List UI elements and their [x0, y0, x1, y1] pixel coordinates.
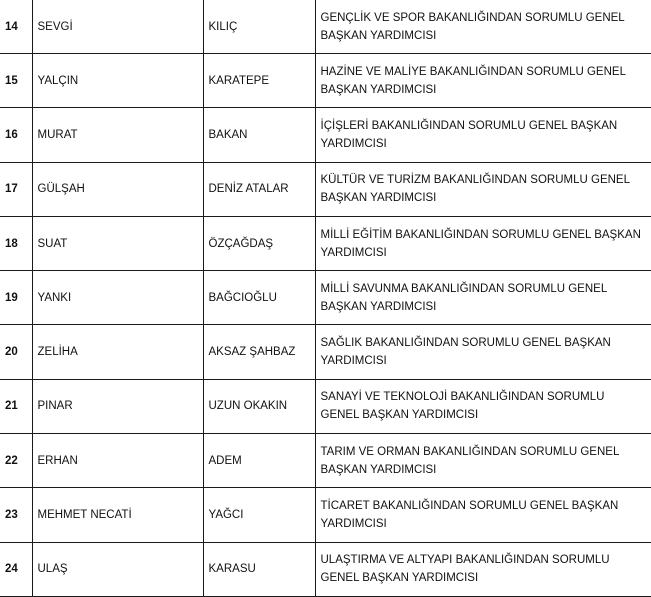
table-row [0, 325, 651, 379]
first-name-cell: PINAR [32, 379, 203, 433]
table-row [0, 0, 651, 54]
last-name-cell: BAKAN [203, 108, 315, 162]
table-row [0, 162, 651, 216]
row-number: 15 [0, 54, 32, 108]
row-number: 22 [0, 434, 32, 488]
role-title-cell: MİLLİ EĞİTİM BAKANLIĞINDAN SORUMLU GENEL BAŞKAN YARDIMCISI [315, 216, 651, 270]
role-title-cell: TARIM VE ORMAN BAKANLIĞINDAN SORUMLU GENEL BAŞKAN YARDIMCISI [315, 434, 651, 488]
role-title-cell: ULAŞTIRMA VE ALTYAPI BAKANLIĞINDAN SORUMLU GENEL BAŞKAN YARDIMCISI [315, 542, 651, 596]
last-name-cell: AKSAZ ŞAHBAZ [203, 325, 315, 379]
role-title-cell: MİLLİ SAVUNMA BAKANLIĞINDAN SORUMLU GENEL BAŞKAN YARDIMCISI [315, 271, 651, 325]
last-name-cell: DENİZ ATALAR [203, 162, 315, 216]
table-row [0, 216, 651, 270]
role-title-cell: GENÇLİK VE SPOR BAKANLIĞINDAN SORUMLU GENEL BAŞKAN YARDIMCISI [315, 0, 651, 54]
first-name-cell: SUAT [32, 216, 203, 270]
row-number: 21 [0, 379, 32, 433]
first-name-cell: YANKI [32, 271, 203, 325]
role-title-cell: HAZİNE VE MALİYE BAKANLIĞINDAN SORUMLU GENEL BAŞKAN YARDIMCISI [315, 54, 651, 108]
role-title-cell: İÇİŞLERİ BAKANLIĞINDAN SORUMLU GENEL BAŞKAN YARDIMCISI [315, 108, 651, 162]
first-name-cell: ULAŞ [32, 542, 203, 596]
first-name-cell: ZELİHA [32, 325, 203, 379]
last-name-cell: BAĞCIOĞLU [203, 271, 315, 325]
last-name-cell: KILIÇ [203, 0, 315, 54]
table-row [0, 108, 651, 162]
first-name-cell: MEHMET NECATİ [32, 488, 203, 542]
row-number: 23 [0, 488, 32, 542]
first-name-cell: GÜLŞAH [32, 162, 203, 216]
last-name-cell: ADEM [203, 434, 315, 488]
table-row [0, 434, 651, 488]
last-name-cell: UZUN OKAKIN [203, 379, 315, 433]
first-name-cell: ERHAN [32, 434, 203, 488]
table-row [0, 271, 651, 325]
row-number: 24 [0, 542, 32, 596]
last-name-cell: KARATEPE [203, 54, 315, 108]
first-name-cell: MURAT [32, 108, 203, 162]
first-name-cell: SEVGİ [32, 0, 203, 54]
first-name-cell: YALÇIN [32, 54, 203, 108]
row-number: 19 [0, 271, 32, 325]
role-title-cell: SAĞLIK BAKANLIĞINDAN SORUMLU GENEL BAŞKAN YARDIMCISI [315, 325, 651, 379]
row-number: 16 [0, 108, 32, 162]
row-number: 17 [0, 162, 32, 216]
last-name-cell: ÖZÇAĞDAŞ [203, 216, 315, 270]
table-row [0, 542, 651, 596]
role-title-cell: SANAYİ VE TEKNOLOJİ BAKANLIĞINDAN SORUMLU GENEL BAŞKAN YARDIMCISI [315, 379, 651, 433]
table-row [0, 379, 651, 433]
last-name-cell: KARASU [203, 542, 315, 596]
row-number: 20 [0, 325, 32, 379]
table-row [0, 488, 651, 542]
row-number: 18 [0, 216, 32, 270]
table-row [0, 54, 651, 108]
row-number: 14 [0, 0, 32, 54]
role-title-cell: TİCARET BAKANLIĞINDAN SORUMLU GENEL BAŞKAN YARDIMCISI [315, 488, 651, 542]
last-name-cell: YAĞCI [203, 488, 315, 542]
role-title-cell: KÜLTÜR VE TURİZM BAKANLIĞINDAN SORUMLU GENEL BAŞKAN YARDIMCISI [315, 162, 651, 216]
